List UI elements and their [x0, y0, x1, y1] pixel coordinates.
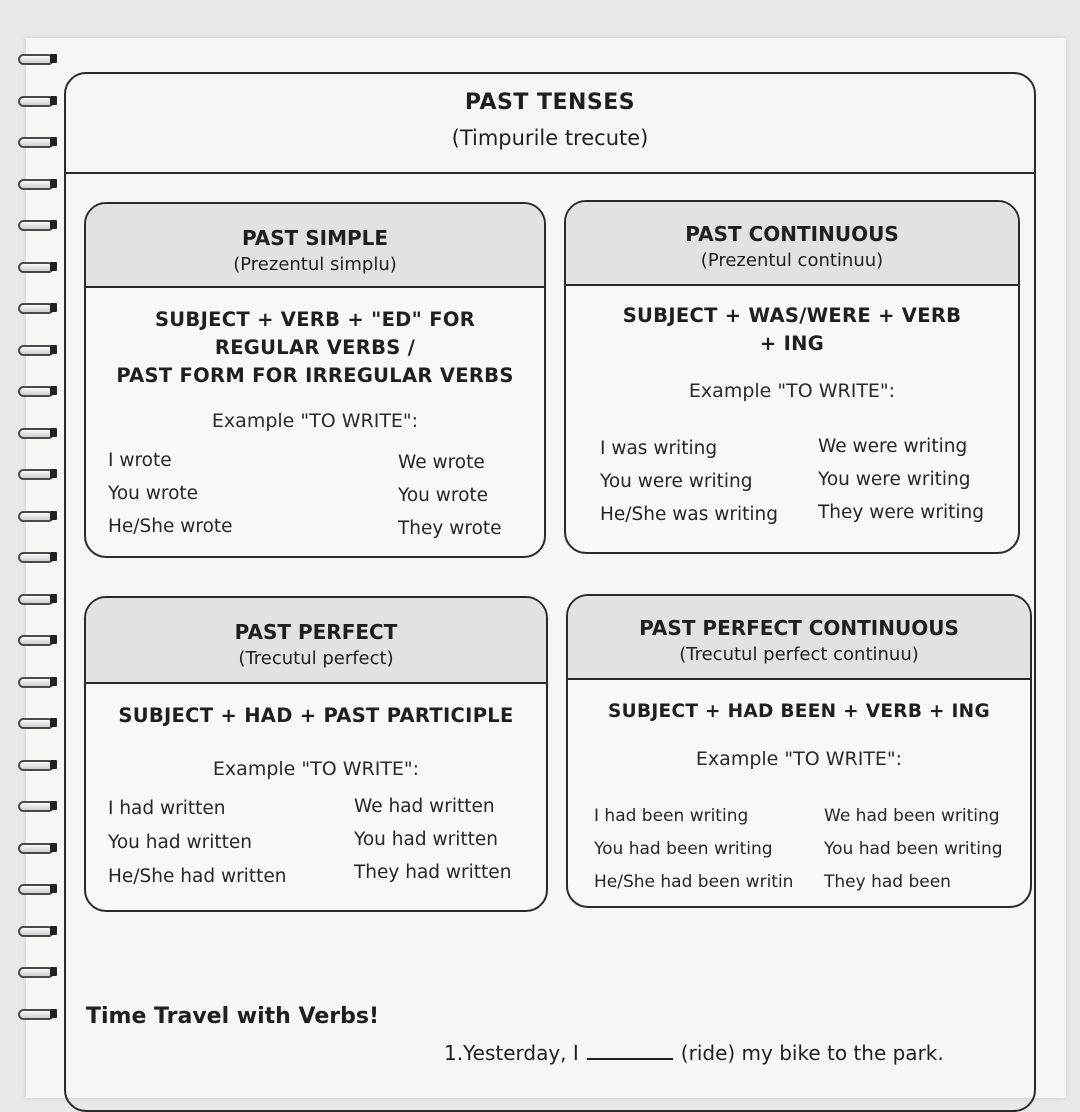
example-label: Example "TO WRITE":: [695, 748, 903, 770]
conjugation: You wrote: [108, 483, 199, 504]
spiral-coil: [14, 467, 58, 479]
formula-line: SUBJECT + WAS/WERE + VERB: [622, 304, 962, 327]
formula-line: SUBJECT + HAD + PAST PARTICIPLE: [118, 704, 514, 727]
question-text: (ride) my bike to the park.: [680, 1041, 944, 1065]
formula-line: + ING: [759, 332, 825, 355]
answer-blank[interactable]: [587, 1040, 673, 1060]
conjugation: I was writing: [600, 438, 718, 459]
formula: [568, 698, 1030, 726]
spiral-coil: [14, 52, 58, 64]
conjugation: He/She was writing: [600, 504, 778, 525]
spiral-binding: [14, 52, 64, 1072]
conjugation: They had been: [824, 872, 951, 892]
card-title: PAST SIMPLE: [241, 226, 389, 250]
conjugation: You were writing: [600, 471, 753, 492]
card-subtitle: (Trecutul perfect continuu): [679, 644, 919, 665]
card-title: PAST PERFECT CONTINUOUS: [639, 616, 959, 640]
spiral-coil: [14, 1007, 58, 1019]
spiral-coil: [14, 550, 58, 562]
card-header: [568, 596, 1030, 680]
conjugation: I had written: [108, 798, 226, 819]
page-subtitle: (Timpurile trecute): [451, 126, 649, 150]
spiral-coil: [14, 509, 58, 521]
conjugation: He/She had been writin: [594, 872, 794, 892]
card-past-simple: [84, 202, 546, 558]
conjugation: We had written: [354, 796, 495, 817]
conjugation: They wrote: [398, 518, 502, 539]
conjugation: I had been writing: [594, 806, 749, 826]
question-text: 1.Yesterday, I: [444, 1041, 579, 1065]
card-title: PAST CONTINUOUS: [685, 222, 899, 246]
card-subtitle: (Prezentul simplu): [233, 254, 397, 275]
spiral-coil: [14, 343, 58, 355]
exercise-title: Time Travel with Verbs!: [86, 1004, 379, 1029]
spiral-coil: [14, 675, 58, 687]
conjugation: You had been writing: [824, 839, 1003, 859]
conjugation: They had written: [354, 862, 512, 883]
spiral-coil: [14, 716, 58, 728]
spiral-coil: [14, 965, 58, 977]
spiral-coil: [14, 426, 58, 438]
example-label: Example "TO WRITE":: [212, 758, 420, 780]
card-title: PAST PERFECT: [234, 620, 398, 644]
formula: [86, 306, 544, 390]
spiral-coil: [14, 135, 58, 147]
spiral-coil: [14, 260, 58, 272]
conjugation: We had been writing: [824, 806, 1000, 826]
spiral-coil: [14, 799, 58, 811]
spiral-coil: [14, 177, 58, 189]
card-past-continuous: [564, 200, 1020, 554]
card-header: [86, 204, 544, 288]
page-title: PAST TENSES: [464, 90, 636, 115]
conjugation: We wrote: [398, 452, 485, 473]
formula-line: PAST FORM FOR IRREGULAR VERBS: [116, 364, 514, 387]
formula: [566, 302, 1018, 358]
formula: [86, 702, 546, 730]
formula-line: REGULAR VERBS /: [214, 336, 416, 359]
conjugation: You wrote: [398, 485, 489, 506]
header-divider: [64, 172, 1036, 174]
formula-line: SUBJECT + VERB + "ED" FOR: [154, 308, 476, 331]
example-label: Example "TO WRITE":: [688, 380, 896, 402]
card-subtitle: (Prezentul continuu): [700, 250, 884, 271]
spiral-coil: [14, 841, 58, 853]
spiral-coil: [14, 882, 58, 894]
conjugation: You had written: [108, 832, 252, 853]
spiral-coil: [14, 758, 58, 770]
card-past-perfect: [84, 596, 548, 912]
spiral-coil: [14, 924, 58, 936]
spiral-coil: [14, 94, 58, 106]
conjugation: You were writing: [818, 469, 971, 490]
formula-line: SUBJECT + HAD BEEN + VERB + ING: [608, 701, 990, 722]
conjugation: He/She had written: [108, 866, 287, 887]
spiral-coil: [14, 301, 58, 313]
conjugation: I wrote: [108, 450, 172, 471]
example-label: Example "TO WRITE":: [211, 410, 419, 432]
conjugation: You had written: [354, 829, 498, 850]
card-subtitle: (Trecutul perfect): [238, 648, 394, 669]
spiral-coil: [14, 633, 58, 645]
card-header: [86, 598, 546, 684]
exercise-question-1: [444, 1040, 944, 1065]
spiral-coil: [14, 592, 58, 604]
conjugation: He/She wrote: [108, 516, 233, 537]
spiral-coil: [14, 384, 58, 396]
conjugation: We were writing: [818, 436, 968, 457]
spiral-coil: [14, 218, 58, 230]
card-header: [566, 202, 1018, 286]
conjugation: You had been writing: [594, 839, 773, 859]
conjugation: They were writing: [818, 502, 984, 523]
card-past-perfect-continuous: [566, 594, 1032, 908]
